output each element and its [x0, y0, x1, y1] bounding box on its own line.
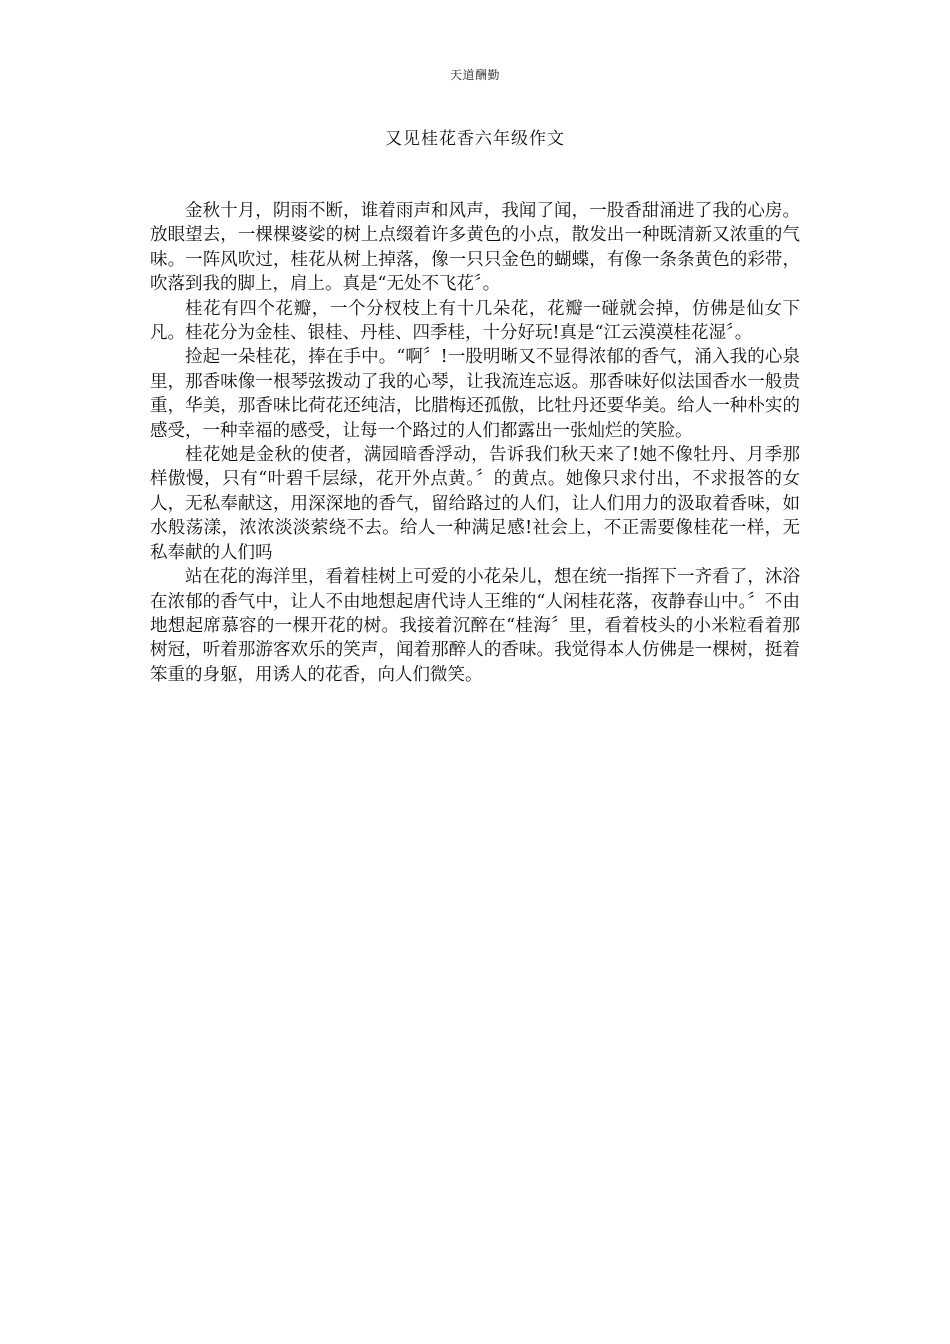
page-header: 天道酬勤 [449, 68, 500, 82]
paragraph: 金秋十月，阴雨不断，谁着雨声和风声，我闻了闻，一股香甜涌进了我的心房。放眼望去，一棵棵婆娑的树上点缀着许多黄色的小点，散发出一种既清新又浓重的气味。一阵风吹过，桂花从树上掉落，像一只只金色的蝴蝶，有像一条条黄色的彩带，吹落到我的脚上，肩上。真是“无处不飞花〞。 [150, 201, 800, 295]
document-body [150, 199, 800, 687]
paragraph: 桂花她是金秋的使者，满园暗香浮动，告诉我们秋天来了!她不像牡丹、月季那样傲慢，只有“叶碧千层绿，花开外点黄。〞的黄点。她像只求付出，不求报答的女人，无私奉献这，用深深地的香气，留给路过的人们，让人们用力的汲取着香味，如水般荡漾，浓浓淡淡萦绕不去。给人一种满足感!社会上，不正需要像桂花一样，无私奉献的人们吗 [150, 445, 800, 563]
paragraph: 捡起一朵桂花，捧在手中。“啊〞!一股明晰又不显得浓郁的香气，涌入我的心泉里，那香味像一根琴弦拨动了我的心琴，让我流连忘返。那香味好似法国香水一般贵重，华美，那香味比荷花还纯洁，比腊梅还孤傲，比牡丹还要华美。给人一种朴实的感受，一种幸福的感受，让每一个路过的人们都露出一张灿烂的笑脸。 [150, 347, 800, 441]
paragraph: 桂花有四个花瓣，一个分杈枝上有十几朵花，花瓣一碰就会掉，仿佛是仙女下凡。桂花分为金桂、银桂、丹桂、四季桂，十分好玩!真是“江云漠漠桂花湿〞。 [150, 298, 800, 344]
paragraph: 站在花的海洋里，看着桂树上可爱的小花朵儿，想在统一指挥下一齐看了，沐浴在浓郁的香气中，让人不由地想起唐代诗人王维的“人闲桂花落，夜静春山中。〞不由地想起席慕容的一棵开花的树。我接着沉醉在“桂海〞里，看着枝头的小米粒看着那树冠，听着那游客欢乐的笑声，闻着那醉人的香味。我觉得本人仿佛是一棵树，挺着笨重的身躯，用诱人的花香，向人们微笑。 [150, 567, 800, 685]
document-title: 又见桂花香六年级作文 [385, 129, 565, 149]
